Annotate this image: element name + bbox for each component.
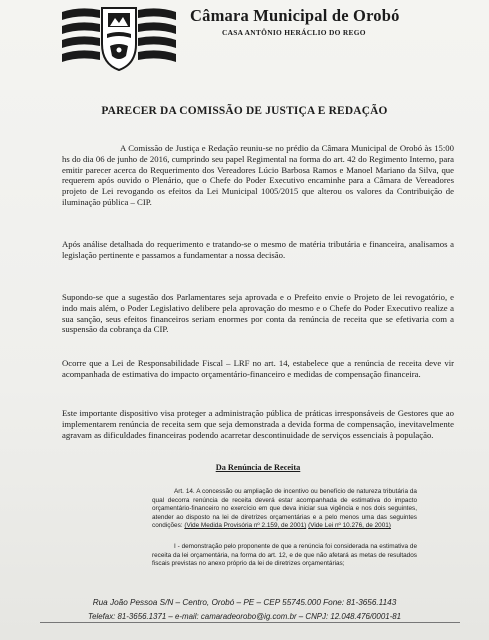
paragraph-intro: A Comissão de Justiça e Redação reuniu-se no prédio da Câmara Municipal de Orobó às 15:00 hs do dia 06 de junho de 2016, cumprindo seu papel Regimental na forma do art. 42 do Regimento Interno, para emitir parecer acerca do Requerimento dos Vereadores Lúcio Barbosa Ramos e Manoel Mariano da Silva, que requerem após ouvido o Plenário, que o Chefe do Poder Executivo encaminhe para a Câmara de Vereadores projeto de Lei revogando os efeitos da Lei Municipal 1005/2015 que alterou os valores da Contribuição de iluminação pública – CIP. xyxy=(62,143,454,207)
paragraph-protection: Este importante dispositivo visa proteger a administração pública de práticas irresponsáveis de Gestores que ao implementarem renúncia de receita sem que seja demonstrada a devida forma de compensação, inevitavelmente agravam as dificuldades financeiras podendo acarretar descontinuidade de serviços essenciais à população. xyxy=(62,408,454,440)
footer-divider xyxy=(40,622,460,623)
section-title: Da Renúncia de Receita xyxy=(215,463,301,472)
document-title: PARECER DA COMISSÃO DE JUSTIÇA E REDAÇÃO xyxy=(101,105,388,117)
paragraph-lrf: Ocorre que a Lei de Responsabilidade Fiscal – LRF no art. 14, estabelece que a renúncia de receita deve vir acompanhada de estimativa do impacto orçamentário-financeiro e medidas de compensação financeira. xyxy=(62,358,454,379)
header-title: Câmara Municipal de Orobó xyxy=(190,6,400,25)
footer-contact: Telefax: 81-3656.1371 – e-mail: camaradeorobo@ig.com.br – CNPJ: 12.048.476/0001-81 xyxy=(87,612,401,621)
article-14-text xyxy=(152,488,417,531)
reference-lei-link[interactable]: (Vide Lei nº 10.276, de 2001) xyxy=(308,522,391,530)
article-14-item-1: I - demonstração pelo proponente de que a renúncia foi considerada na estimativa de receita da lei orçamentária, na forma do art. 12, e de que não afetará as metas de resultados fiscais previstas no anexo próprio da lei de diretrizes orçamentárias; xyxy=(152,543,417,568)
municipal-coat-of-arms-icon xyxy=(60,4,178,74)
article-14-body: Art. 14. A concessão ou ampliação de incentivo ou benefício de natureza tributária da qual decorra renúncia de receita deverá estar acompanhada de estimativa do impacto orçamentário-financeiro no exercício em que deva iniciar sua vigência e nos dois seguintes, atender ao disposto na lei de diretrizes orçamentárias e a pelo menos uma das seguintes condições: xyxy=(152,488,417,530)
paragraph-supposition: Supondo-se que a sugestão dos Parlamentares seja aprovada e o Prefeito envie o Projeto de lei revogatório, e indo mais além, o Poder Legislativo delibere pela aprovação do mesmo e o Chefe do Poder Executivo realize a sua sanção, seus efeitos financeiros seriam enormes por conta da renúncia de receita que se efetivaria com a suspensão da cobrança da CIP. xyxy=(62,292,454,335)
paragraph-analysis: Após análise detalhada do requerimento e tratando-se o mesmo de matéria tributária e financeira, analisamos a legislação pertinente e passamos a fundamentar a nossa decisão. xyxy=(62,239,454,260)
header-subtitle: CASA ANTÔNIO HERÁCLIO DO REGO xyxy=(222,28,366,37)
footer-address: Rua João Pessoa S/N – Centro, Orobó – PE – CEP 55745.000 Fone: 81-3656.1143 xyxy=(92,598,397,607)
reference-medida-provisoria-link[interactable]: (Vide Medida Provisória nº 2.159, de 2001) xyxy=(184,522,307,530)
